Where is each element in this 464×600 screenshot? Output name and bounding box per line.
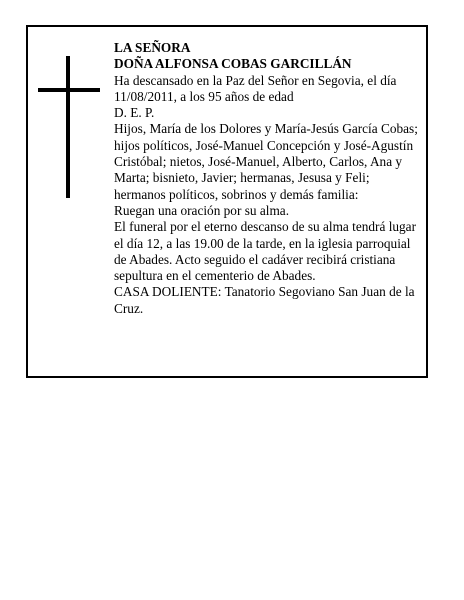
cross-vertical-bar xyxy=(66,56,70,198)
obituary-notice xyxy=(26,25,428,378)
prayer-request: Ruegan una oración por su alma. xyxy=(114,202,290,218)
mourning-house: CASA DOLIENTE: Tanatorio Segoviano San Juan de la Cruz. xyxy=(114,284,415,316)
deceased-name: DOÑA ALFONSA COBAS GARCILLÁN xyxy=(114,56,352,72)
rip-line: D. E. P. xyxy=(114,105,155,121)
cross-horizontal-bar xyxy=(38,88,100,92)
notice-text xyxy=(114,40,424,317)
death-statement: Ha descansado en la Paz del Señor en Segovia, el día 11/08/2011, a los 95 años de edad xyxy=(114,72,397,104)
cross-icon xyxy=(38,56,100,198)
funeral-details: El funeral por el eterno descanso de su alma tendrá lugar el día 12, a las 19.00 de la tarde, en la iglesia parroquial de Abades. Acto seguido el cadáver recibirá cristiana sepultura en el cementerio de Abades. xyxy=(114,219,417,284)
family-list: Hijos, María de los Dolores y María-Jesús García Cobas; hijos políticos, José-Manuel Concepción y José-Agustín Cristóbal; nietos, José-Manuel, Alberto, Carlos, Ana y Marta; bisnieto, Javier; hermanas, Jesusa y Feli; hermanos políticos, sobrinos y demás familia: xyxy=(114,121,418,202)
notice-heading: LA SEÑORA xyxy=(114,40,191,55)
